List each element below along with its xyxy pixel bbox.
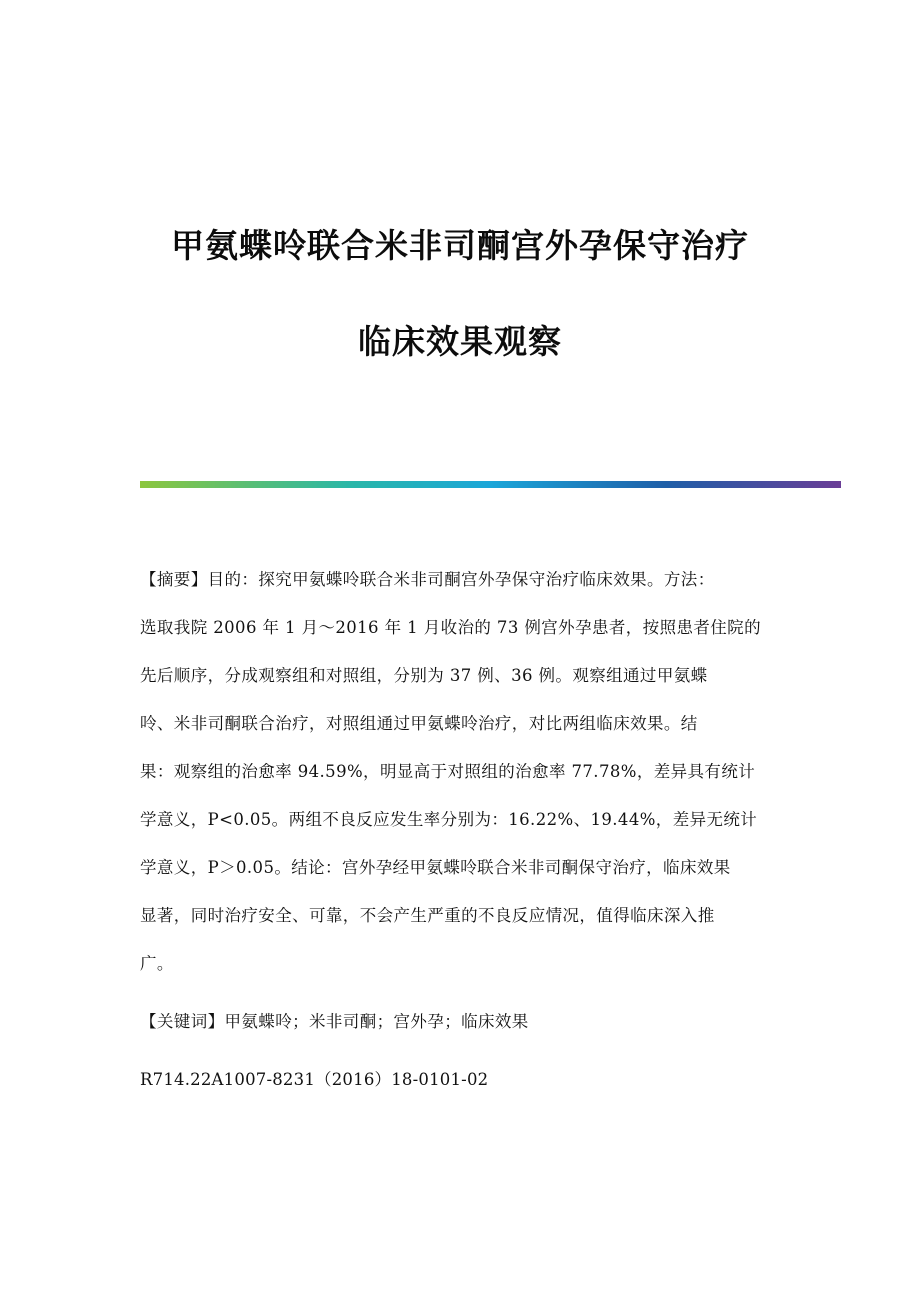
abstract-line: 显著，同时治疗安全、可靠，不会产生严重的不良反应情况，值得临床深入推 (140, 906, 715, 925)
classification-code: R714.22A1007-8231（2016）18-0101-02 (140, 1070, 489, 1089)
abstract-line: 学意义，P＞0.05。结论：宫外孕经甲氨蝶呤联合米非司酮保守治疗，临床效果 (140, 858, 731, 877)
keywords: 【关键词】甲氨蝶呤；米非司酮；宫外孕；临床效果 (140, 1012, 529, 1031)
abstract-line: 广。 (140, 954, 174, 973)
title-line-1: 甲氨蝶呤联合米非司酮宫外孕保守治疗 (171, 226, 749, 265)
abstract-line: 【摘要】目的：探究甲氨蝶呤联合米非司酮宫外孕保守治疗临床效果。方法： (140, 570, 715, 589)
abstract-line: 果：观察组的治愈率 94.59%，明显高于对照组的治愈率 77.78%，差异具有统计 (140, 762, 756, 781)
abstract-block (140, 565, 780, 997)
abstract-line: 先后顺序，分成观察组和对照组，分别为 37 例、36 例。观察组通过甲氨蝶 (140, 666, 708, 685)
gradient-divider (140, 481, 841, 488)
abstract-line: 呤、米非司酮联合治疗，对照组通过甲氨蝶呤治疗，对比两组临床效果。结 (140, 714, 698, 733)
abstract-line: 选取我院 2006 年 1 月～2016 年 1 月收治的 73 例宫外孕患者，按照患者住院的 (140, 618, 761, 637)
title-line-2: 临床效果观察 (358, 322, 562, 361)
abstract-line: 学意义，P<0.05。两组不良反应发生率分别为：16.22%、19.44%，差异无统计 (140, 810, 758, 829)
